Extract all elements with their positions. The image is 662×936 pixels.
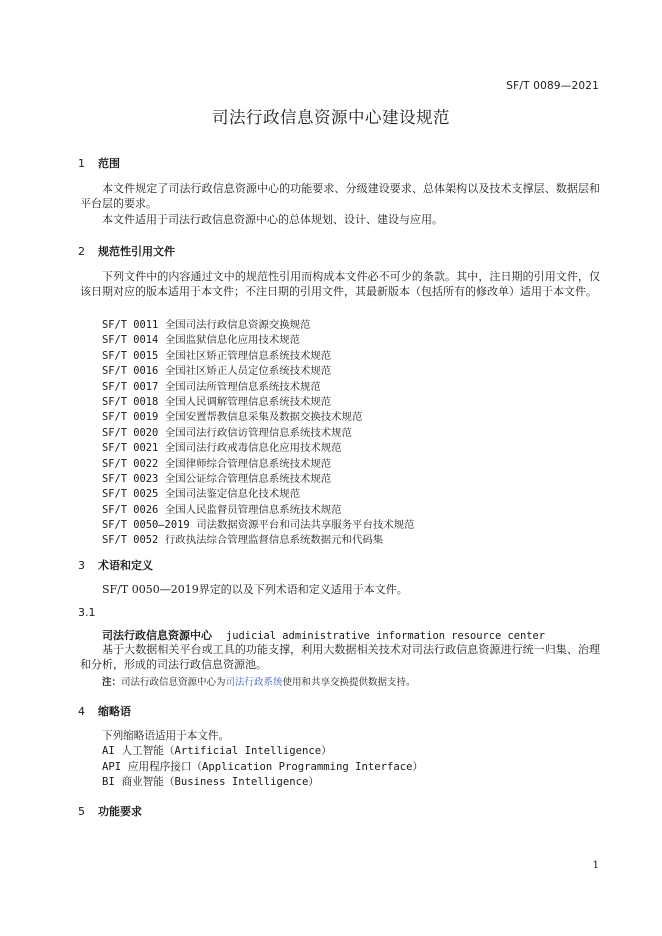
note-label: 注： <box>102 677 122 688</box>
reference-code: SF/T 0016 <box>102 365 159 378</box>
reference-item <box>102 533 414 548</box>
abbreviation-chinese: 商业智能 <box>121 776 164 788</box>
section-3-intro: SF/T 0050—2019界定的以及下列术语和定义适用于本文件。 <box>102 583 408 596</box>
reference-code: SF/T 0015 <box>102 349 159 362</box>
reference-name: 全国人民调解管理信息系统技术规范 <box>164 395 332 408</box>
section-4-intro: 下列缩略语适用于本文件。 <box>102 730 230 742</box>
reference-code: SF/T 0011 <box>102 319 159 331</box>
document-code: SF/T 0089—2021 <box>506 80 599 92</box>
reference-code: SF/T 0014 <box>102 334 159 347</box>
reference-name: 全国社区矫正管理信息系统技术规范 <box>164 349 332 362</box>
reference-name: 司法数据资源平台和司法共享服务平台技术规范 <box>196 519 415 532</box>
reference-name: 全国司法所管理信息系统技术规范 <box>164 380 321 393</box>
reference-item <box>102 364 414 379</box>
abbreviation-english: （Artificial Intelligence） <box>163 745 332 757</box>
reference-item <box>102 380 414 395</box>
term-note <box>102 674 416 688</box>
section-3-number: 3 <box>78 559 85 572</box>
reference-code: SF/T 0022 <box>102 457 159 470</box>
note-text-b: 使用和共享交换提供数据支持。 <box>282 677 416 688</box>
reference-name: 全国司法行政信访管理信息系统技术规范 <box>164 426 352 439</box>
section-2-heading <box>78 243 175 259</box>
abbreviation-english: （Application Programming Interface） <box>191 761 424 773</box>
section-4-heading <box>78 703 131 719</box>
reference-item <box>102 395 414 410</box>
reference-item <box>102 410 414 425</box>
reference-name: 全国司法鉴定信息化技术规范 <box>164 488 300 501</box>
abbreviation-code: API <box>102 761 122 773</box>
reference-code: SF/T 0021 <box>102 442 159 455</box>
section-2-title: 规范性引用文件 <box>98 245 175 258</box>
abbreviation-item <box>102 743 332 758</box>
section-2-intro: 下列文件中的内容通过文中的规范性引用而构成本文件必不可少的条款。其中，注日期的引用文件，仅该日期对应的版本适用于本文件；不注日期的引用文件，其最新版本（包括所有的修改单）适用于本文件。 <box>80 270 600 299</box>
term-chinese: 司法行政信息资源中心 <box>102 629 212 642</box>
reference-name: 全国人民监督员管理信息系统技术规范 <box>164 503 342 516</box>
reference-code: SF/T 0026 <box>102 503 159 516</box>
reference-item <box>102 349 414 364</box>
abbreviation-english: （Business Intelligence） <box>163 776 320 788</box>
reference-item <box>102 518 414 533</box>
section-5-number: 5 <box>78 805 85 818</box>
section-5-title: 功能要求 <box>98 805 142 818</box>
section-1-heading <box>78 155 120 171</box>
reference-item <box>102 426 414 441</box>
section-5-heading <box>78 803 142 819</box>
reference-name: 行政执法综合管理监督信息系统数据元和代码集 <box>164 534 384 547</box>
reference-item <box>102 472 414 487</box>
note-link[interactable]: 司法行政系统 <box>225 677 283 688</box>
term-definition: 基于大数据相关平台或工具的功能支撑，利用大数据相关技术对司法行政信息资源进行统一归集、治理和分析，形成的司法行政信息资源池。 <box>80 643 600 672</box>
reference-code: SF/T 0050—2019 <box>102 519 190 532</box>
abbreviation-code: BI <box>102 776 115 788</box>
reference-code: SF/T 0017 <box>102 380 159 393</box>
section-1-number: 1 <box>78 157 85 170</box>
section-2-number: 2 <box>78 245 85 258</box>
page-title: 司法行政信息资源中心建设规范 <box>212 108 450 127</box>
section-1-title: 范围 <box>98 157 120 170</box>
section-4-title: 缩略语 <box>98 705 131 718</box>
section-4-number: 4 <box>78 705 85 718</box>
note-text-a: 司法行政信息资源中心为 <box>121 677 226 688</box>
section-3-heading <box>78 557 153 573</box>
reference-item <box>102 441 414 456</box>
section-1-paragraph-1: 本文件规定了司法行政信息资源中心的功能要求、分级建设要求、总体架构以及技术支撑层、数据层和平台层的要求。 <box>80 182 600 211</box>
reference-code: SF/T 0020 <box>102 426 159 439</box>
abbreviation-item <box>102 774 319 789</box>
abbreviation-chinese: 应用程序接口 <box>127 761 192 773</box>
section-1-paragraph-2: 本文件适用于司法行政信息资源中心的总体规划、设计、建设与应用。 <box>102 213 443 226</box>
reference-code: SF/T 0023 <box>102 472 159 485</box>
reference-name: 全国司法行政戒毒信息化应用技术规范 <box>164 442 342 455</box>
reference-item <box>102 318 414 333</box>
reference-code: SF/T 0052 <box>102 534 159 547</box>
reference-code: SF/T 0018 <box>102 395 159 408</box>
reference-item <box>102 503 414 518</box>
reference-item <box>102 487 414 502</box>
page-number: 1 <box>592 860 599 871</box>
reference-item <box>102 457 414 472</box>
reference-name: 全国社区矫正人员定位系统技术规范 <box>164 365 332 378</box>
reference-code: SF/T 0025 <box>102 488 159 501</box>
abbreviation-chinese: 人工智能 <box>121 745 164 757</box>
section-3-title: 术语和定义 <box>98 559 153 572</box>
reference-name: 全国安置帮教信息采集及数据交换技术规范 <box>164 411 363 424</box>
reference-name: 全国律师综合管理信息系统技术规范 <box>164 457 332 470</box>
abbreviation-item <box>102 759 423 774</box>
term-entry <box>102 627 545 643</box>
term-number: 3.1 <box>78 606 96 619</box>
term-english: judicial administrative information resource center <box>226 630 546 642</box>
reference-code: SF/T 0019 <box>102 411 159 424</box>
reference-name: 全国司法行政信息资源交换规范 <box>164 319 311 331</box>
reference-name: 全国监狱信息化应用技术规范 <box>164 334 300 347</box>
reference-item <box>102 333 414 348</box>
abbreviation-code: AI <box>102 745 115 757</box>
reference-list <box>102 318 414 549</box>
reference-name: 全国公证综合管理信息系统技术规范 <box>164 472 332 485</box>
